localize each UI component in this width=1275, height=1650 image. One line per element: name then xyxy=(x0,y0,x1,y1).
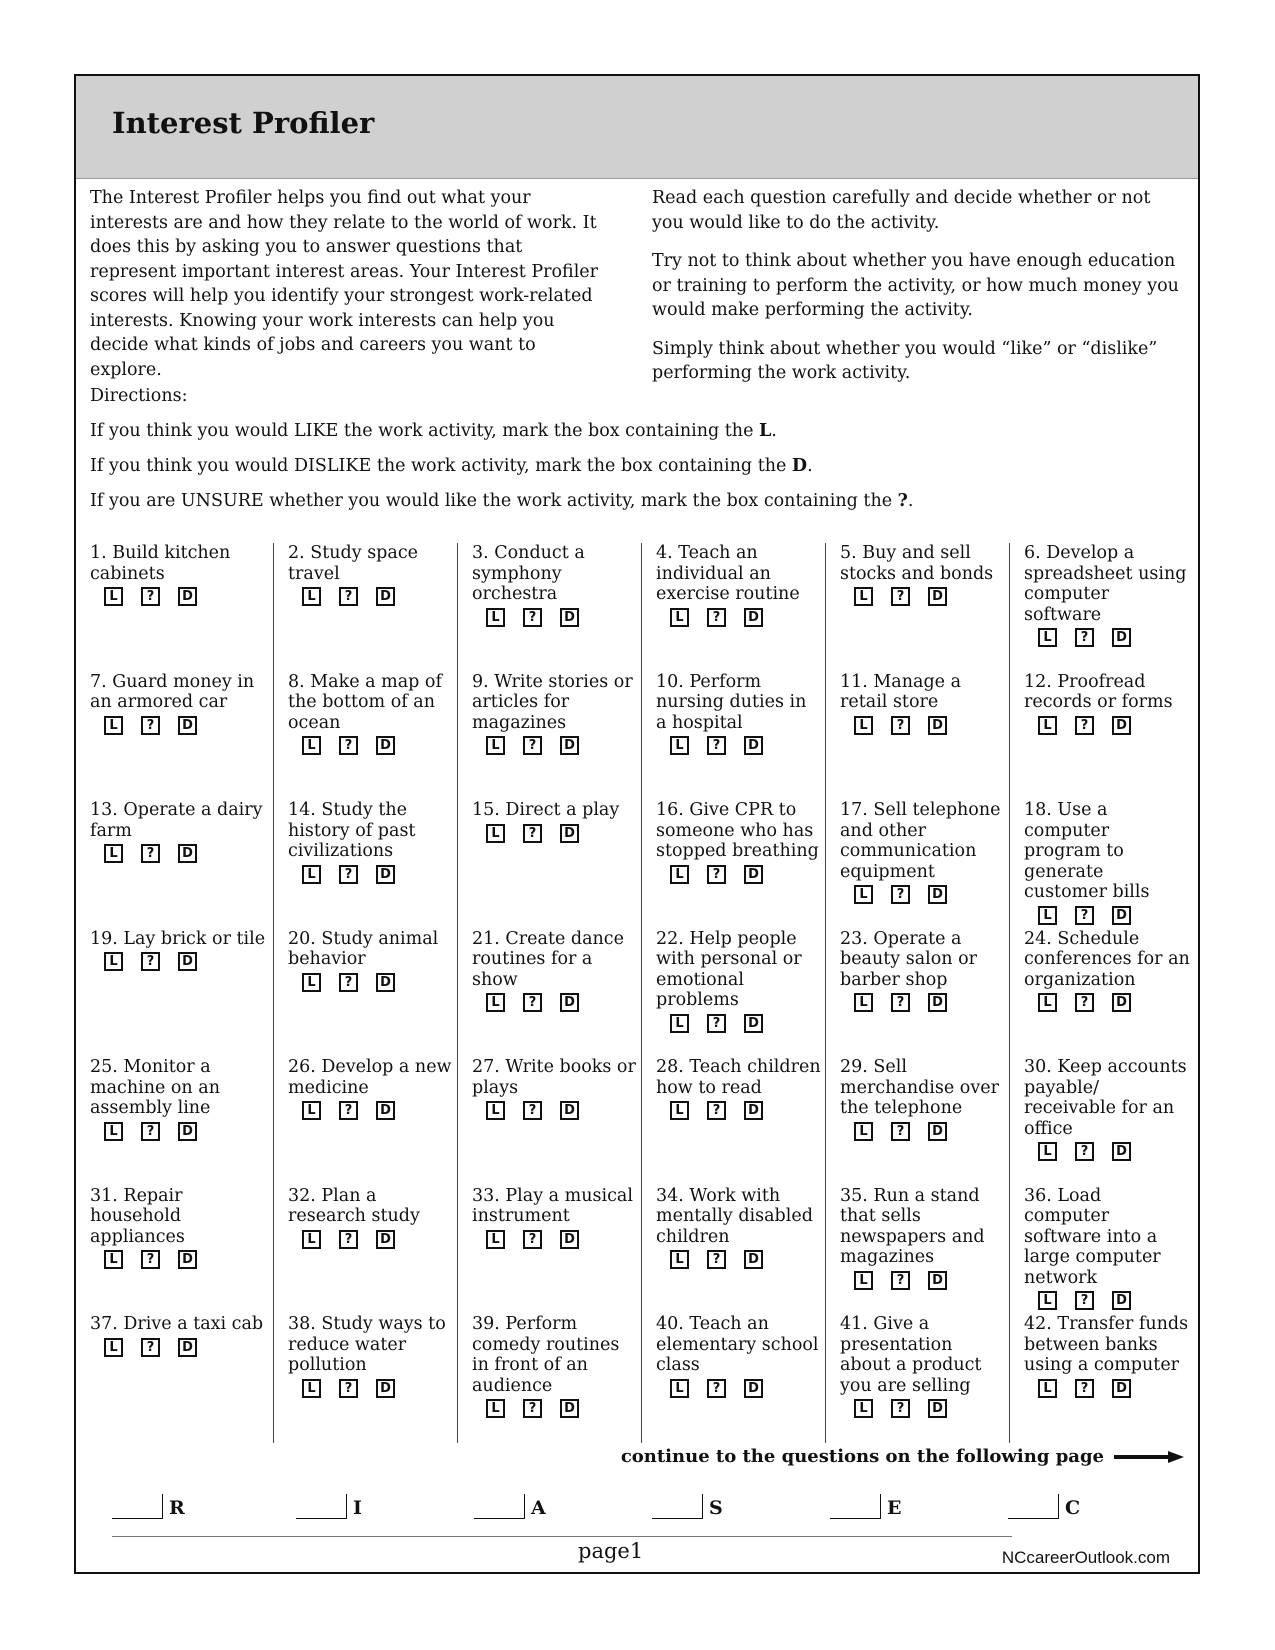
question-text: 14. Study the history of past civilizations xyxy=(288,800,416,861)
unsure-checkbox[interactable]: ? xyxy=(1075,906,1094,925)
like-checkbox[interactable]: L xyxy=(302,1379,321,1398)
score-letter: I xyxy=(353,1497,362,1519)
question-item xyxy=(642,1186,826,1315)
question-item xyxy=(274,800,458,929)
answer-boxes xyxy=(854,587,1005,606)
unsure-checkbox[interactable]: ? xyxy=(339,973,358,992)
unsure-checkbox[interactable]: ? xyxy=(891,1122,910,1141)
score-blank[interactable] xyxy=(474,1494,525,1519)
dislike-checkbox[interactable]: D xyxy=(1112,1291,1131,1310)
like-checkbox[interactable]: L xyxy=(1038,716,1057,735)
question-item xyxy=(1010,1057,1194,1186)
dislike-checkbox[interactable]: D xyxy=(928,1399,947,1418)
question-text: 34. Work with mentally disabled children xyxy=(656,1185,813,1247)
unsure-checkbox[interactable]: ? xyxy=(707,736,726,755)
question-text: 37. Drive a taxi cab xyxy=(90,1314,264,1334)
dislike-checkbox[interactable]: D xyxy=(1112,716,1131,735)
dislike-checkbox[interactable]: D xyxy=(744,1101,763,1120)
like-checkbox[interactable]: L xyxy=(854,993,873,1012)
question-text: 4. Teach an individual an exercise routine xyxy=(656,543,800,604)
like-checkbox[interactable]: L xyxy=(302,1230,321,1249)
unsure-checkbox[interactable]: ? xyxy=(339,736,358,755)
unsure-checkbox[interactable]: ? xyxy=(707,865,726,884)
unsure-checkbox[interactable]: ? xyxy=(707,1250,726,1269)
like-checkbox[interactable]: L xyxy=(1038,628,1057,647)
question-item xyxy=(274,1186,458,1315)
dislike-checkbox[interactable]: D xyxy=(1112,906,1131,925)
like-checkbox[interactable]: L xyxy=(670,865,689,884)
dislike-checkbox[interactable]: D xyxy=(376,865,395,884)
question-item xyxy=(274,1057,458,1186)
score-field xyxy=(652,1494,723,1519)
answer-boxes xyxy=(302,1101,453,1120)
answer-boxes xyxy=(854,1399,1005,1418)
like-checkbox[interactable]: L xyxy=(854,1271,873,1290)
question-item xyxy=(1010,672,1194,801)
question-text: 29. Sell merchandise over the telephone xyxy=(840,1057,999,1118)
page-number: page1 xyxy=(578,1539,644,1563)
dislike-checkbox[interactable]: D xyxy=(928,1271,947,1290)
unsure-checkbox[interactable]: ? xyxy=(891,587,910,606)
question-text: 23. Operate a beauty salon or barber shop xyxy=(840,928,978,990)
question-text: 12. Proofread records or forms xyxy=(1024,671,1173,712)
like-checkbox[interactable]: L xyxy=(486,824,505,843)
directions-unsure-text: If you are UNSURE whether you would like the work activity, mark the box containing the xyxy=(90,491,898,511)
intro-paragraph: The Interest Profiler helps you find out what your interests are and how they relate to the world of work. It does this by asking you to answer questions that represent important interest areas. Your Interest Profiler scores will help you identify your strongest work-related interests. Knowing your work interests can help you decide what kinds of jobs and careers you want to explore. xyxy=(90,188,599,380)
question-item xyxy=(90,1057,274,1186)
unsure-checkbox[interactable]: ? xyxy=(141,1122,160,1141)
directions-dislike: If you think you would DISLIKE the work activity, mark the box containing the D. xyxy=(90,456,813,476)
question-text: 26. Develop a new medicine xyxy=(288,1057,452,1098)
unsure-checkbox[interactable]: ? xyxy=(339,1230,358,1249)
question-text: 3. Conduct a symphony orchestra xyxy=(472,543,585,604)
like-checkbox[interactable]: L xyxy=(1038,1291,1057,1310)
question-text: 21. Create dance routines for a show xyxy=(472,928,624,990)
unsure-checkbox[interactable]: ? xyxy=(523,1399,542,1418)
unsure-checkbox[interactable]: ? xyxy=(523,608,542,627)
unsure-checkbox[interactable]: ? xyxy=(1075,1142,1094,1161)
continue-note xyxy=(621,1446,1184,1467)
answer-boxes xyxy=(104,952,269,971)
like-checkbox[interactable]: L xyxy=(486,1101,505,1120)
score-field xyxy=(830,1494,901,1519)
answer-boxes xyxy=(486,1230,637,1249)
answer-boxes xyxy=(104,716,269,735)
dislike-checkbox[interactable]: D xyxy=(744,736,763,755)
score-blank[interactable] xyxy=(652,1494,703,1519)
question-item xyxy=(642,929,826,1058)
unsure-checkbox[interactable]: ? xyxy=(141,1338,160,1357)
question-item xyxy=(826,1057,1010,1186)
unsure-checkbox[interactable]: ? xyxy=(1075,716,1094,735)
intro-left xyxy=(90,186,610,396)
dislike-checkbox[interactable]: D xyxy=(376,1101,395,1120)
answer-boxes xyxy=(854,993,1005,1012)
question-item xyxy=(458,929,642,1058)
score-letter: A xyxy=(531,1497,546,1519)
question-text: 1. Build kitchen cabinets xyxy=(90,543,231,584)
question-text: 30. Keep accounts payable/ receivable for an office xyxy=(1024,1057,1187,1139)
unsure-checkbox[interactable]: ? xyxy=(339,587,358,606)
intro-right-p3: Simply think about whether you would “like” or “dislike” performing the work activity. xyxy=(652,338,1158,383)
intro-right xyxy=(652,186,1186,400)
unsure-checkbox[interactable]: ? xyxy=(1075,628,1094,647)
answer-boxes xyxy=(670,736,821,755)
like-checkbox[interactable]: L xyxy=(670,1101,689,1120)
directions-like-text: If you think you would LIKE the work activity, mark the box containing the xyxy=(90,421,759,441)
answer-boxes xyxy=(302,1230,453,1249)
like-checkbox[interactable]: L xyxy=(486,993,505,1012)
question-text: 28. Teach children how to read xyxy=(656,1057,821,1098)
question-item xyxy=(90,1314,274,1443)
directions-unsure-key: ? xyxy=(897,491,908,511)
like-checkbox[interactable]: L xyxy=(302,587,321,606)
question-text: 41. Give a presentation about a product you are selling xyxy=(840,1314,982,1396)
score-letter: E xyxy=(887,1497,902,1519)
dislike-checkbox[interactable]: D xyxy=(560,608,579,627)
score-letter: C xyxy=(1065,1497,1081,1519)
dislike-checkbox[interactable]: D xyxy=(744,1014,763,1033)
answer-boxes xyxy=(302,587,453,606)
question-text: 42. Transfer funds between banks using a computer xyxy=(1024,1314,1189,1375)
question-text: 35. Run a stand that sells newspapers and magazines xyxy=(840,1185,985,1267)
question-item xyxy=(826,543,1010,672)
score-blank[interactable] xyxy=(296,1494,347,1519)
unsure-checkbox[interactable]: ? xyxy=(707,608,726,627)
answer-boxes xyxy=(670,1250,821,1269)
like-checkbox[interactable]: L xyxy=(670,1250,689,1269)
unsure-checkbox[interactable]: ? xyxy=(523,1101,542,1120)
dislike-checkbox[interactable]: D xyxy=(560,1101,579,1120)
dislike-checkbox[interactable]: D xyxy=(376,736,395,755)
dislike-checkbox[interactable]: D xyxy=(744,608,763,627)
question-item xyxy=(90,929,274,1058)
like-checkbox[interactable]: L xyxy=(104,844,123,863)
answer-boxes xyxy=(670,1101,821,1120)
answer-boxes xyxy=(1038,1291,1190,1310)
question-item xyxy=(458,1186,642,1315)
question-item xyxy=(826,929,1010,1058)
question-text: 18. Use a computer program to generate customer bills xyxy=(1024,800,1150,902)
unsure-checkbox[interactable]: ? xyxy=(891,1399,910,1418)
like-checkbox[interactable]: L xyxy=(670,608,689,627)
answer-boxes xyxy=(486,608,637,627)
question-text: 38. Study ways to reduce water pollution xyxy=(288,1314,446,1375)
unsure-checkbox[interactable]: ? xyxy=(523,824,542,843)
score-field xyxy=(112,1494,185,1519)
like-checkbox[interactable]: L xyxy=(1038,906,1057,925)
unsure-checkbox[interactable]: ? xyxy=(141,716,160,735)
unsure-checkbox[interactable]: ? xyxy=(141,1250,160,1269)
arrow-right-icon xyxy=(1114,1450,1184,1464)
like-checkbox[interactable]: L xyxy=(104,587,123,606)
dislike-checkbox[interactable]: D xyxy=(1112,628,1131,647)
unsure-checkbox[interactable]: ? xyxy=(141,587,160,606)
dislike-checkbox[interactable]: D xyxy=(178,1250,197,1269)
question-item xyxy=(274,1314,458,1443)
like-checkbox[interactable]: L xyxy=(486,736,505,755)
page-title: Interest Profiler xyxy=(112,106,375,140)
question-text: 15. Direct a play xyxy=(472,800,620,820)
answer-boxes xyxy=(670,1014,821,1033)
question-text: 13. Operate a dairy farm xyxy=(90,800,263,841)
unsure-checkbox[interactable]: ? xyxy=(523,1230,542,1249)
answer-boxes xyxy=(302,973,453,992)
like-checkbox[interactable]: L xyxy=(854,716,873,735)
question-item xyxy=(1010,543,1194,672)
unsure-checkbox[interactable]: ? xyxy=(707,1379,726,1398)
dislike-checkbox[interactable]: D xyxy=(1112,1142,1131,1161)
unsure-checkbox[interactable]: ? xyxy=(523,736,542,755)
score-field xyxy=(474,1494,546,1519)
dislike-checkbox[interactable]: D xyxy=(178,952,197,971)
directions-heading: Directions: xyxy=(90,386,188,406)
question-text: 32. Plan a research study xyxy=(288,1185,420,1226)
directions xyxy=(90,384,1180,524)
answer-boxes xyxy=(486,1399,637,1418)
dislike-checkbox[interactable]: D xyxy=(928,993,947,1012)
like-checkbox[interactable]: L xyxy=(1038,993,1057,1012)
question-text: 10. Perform nursing duties in a hospital xyxy=(656,671,807,733)
dislike-checkbox[interactable]: D xyxy=(560,1399,579,1418)
question-text: 22. Help people with personal or emotional problems xyxy=(656,928,802,1010)
score-blank[interactable] xyxy=(830,1494,881,1519)
question-item xyxy=(90,543,274,672)
question-text: 9. Write stories or articles for magazines xyxy=(472,671,633,733)
unsure-checkbox[interactable]: ? xyxy=(707,1101,726,1120)
answer-boxes xyxy=(1038,993,1190,1012)
question-item xyxy=(1010,800,1194,929)
answer-boxes xyxy=(104,587,269,606)
unsure-checkbox[interactable]: ? xyxy=(339,1379,358,1398)
unsure-checkbox[interactable]: ? xyxy=(141,952,160,971)
unsure-checkbox[interactable]: ? xyxy=(1075,993,1094,1012)
question-text: 2. Study space travel xyxy=(288,543,418,584)
continue-text: continue to the questions on the following page xyxy=(620,1446,1104,1467)
like-checkbox[interactable]: L xyxy=(854,1122,873,1141)
question-item xyxy=(458,543,642,672)
site-url: NCcareerOutlook.com xyxy=(1001,1548,1170,1567)
directions-dislike-key: D xyxy=(791,456,808,476)
question-text: 11. Manage a retail store xyxy=(840,671,962,712)
dislike-checkbox[interactable]: D xyxy=(178,844,197,863)
question-text: 8. Make a map of the bottom of an ocean xyxy=(288,671,442,733)
answer-boxes xyxy=(302,865,453,884)
question-grid xyxy=(90,543,1194,1523)
answer-boxes xyxy=(670,865,821,884)
dislike-checkbox[interactable]: D xyxy=(928,1122,947,1141)
question-item xyxy=(1010,1186,1194,1315)
question-item xyxy=(1010,929,1194,1058)
answer-boxes xyxy=(854,885,1005,904)
answer-boxes xyxy=(854,1122,1005,1141)
like-checkbox[interactable]: L xyxy=(486,608,505,627)
unsure-checkbox[interactable]: ? xyxy=(523,993,542,1012)
dislike-checkbox[interactable]: D xyxy=(744,865,763,884)
answer-boxes xyxy=(486,993,637,1012)
question-item xyxy=(642,543,826,672)
question-item xyxy=(826,1314,1010,1443)
dislike-checkbox[interactable]: D xyxy=(560,993,579,1012)
directions-unsure: If you are UNSURE whether you would like the work activity, mark the box containing the ?. xyxy=(90,491,914,511)
question-item xyxy=(90,672,274,801)
question-text: 36. Load computer software into a large computer network xyxy=(1024,1185,1161,1288)
like-checkbox[interactable]: L xyxy=(486,1399,505,1418)
dislike-checkbox[interactable]: D xyxy=(178,716,197,735)
answer-boxes xyxy=(302,1379,453,1398)
dislike-checkbox[interactable]: D xyxy=(744,1379,763,1398)
question-text: 40. Teach an elementary school class xyxy=(656,1314,819,1375)
question-text: 25. Monitor a machine on an assembly line xyxy=(90,1057,220,1118)
like-checkbox[interactable]: L xyxy=(104,952,123,971)
question-text: 19. Lay brick or tile xyxy=(90,928,266,949)
dislike-checkbox[interactable]: D xyxy=(178,587,197,606)
dislike-checkbox[interactable]: D xyxy=(744,1250,763,1269)
answer-boxes xyxy=(104,1250,269,1269)
answer-boxes xyxy=(670,608,821,627)
question-text: 24. Schedule conferences for an organization xyxy=(1024,928,1190,990)
unsure-checkbox[interactable]: ? xyxy=(339,1101,358,1120)
like-checkbox[interactable]: L xyxy=(302,736,321,755)
question-item xyxy=(274,929,458,1058)
dislike-checkbox[interactable]: D xyxy=(178,1338,197,1357)
question-text: 39. Perform comedy routines in front of an audience xyxy=(472,1314,620,1396)
question-item xyxy=(458,672,642,801)
answer-boxes xyxy=(486,736,637,755)
question-item xyxy=(90,1186,274,1315)
answer-boxes xyxy=(302,736,453,755)
dislike-checkbox[interactable]: D xyxy=(928,716,947,735)
score-letter: R xyxy=(169,1497,185,1519)
dislike-checkbox[interactable]: D xyxy=(560,1230,579,1249)
dislike-checkbox[interactable]: D xyxy=(1112,1379,1131,1398)
answer-boxes xyxy=(1038,1379,1190,1398)
question-item xyxy=(458,1057,642,1186)
like-checkbox[interactable]: L xyxy=(670,1014,689,1033)
score-letter: S xyxy=(709,1497,723,1519)
dislike-checkbox[interactable]: D xyxy=(376,973,395,992)
like-checkbox[interactable]: L xyxy=(104,1250,123,1269)
dislike-checkbox[interactable]: D xyxy=(376,1379,395,1398)
unsure-checkbox[interactable]: ? xyxy=(339,865,358,884)
unsure-checkbox[interactable]: ? xyxy=(891,993,910,1012)
like-checkbox[interactable]: L xyxy=(670,736,689,755)
directions-like: If you think you would LIKE the work activity, mark the box containing the L. xyxy=(90,421,777,441)
question-text: 6. Develop a spreadsheet using computer software xyxy=(1024,543,1187,625)
unsure-checkbox[interactable]: ? xyxy=(891,716,910,735)
question-text: 16. Give CPR to someone who has stopped breathing xyxy=(656,800,819,861)
unsure-checkbox[interactable]: ? xyxy=(891,1271,910,1290)
dislike-checkbox[interactable]: D xyxy=(928,885,947,904)
question-text: 33. Play a musical instrument xyxy=(472,1185,633,1226)
like-checkbox[interactable]: L xyxy=(854,885,873,904)
question-item xyxy=(642,1057,826,1186)
like-checkbox[interactable]: L xyxy=(104,1122,123,1141)
dislike-checkbox[interactable]: D xyxy=(560,824,579,843)
like-checkbox[interactable]: L xyxy=(302,865,321,884)
question-item xyxy=(1010,1314,1194,1443)
question-text: 31. Repair household appliances xyxy=(90,1185,185,1247)
score-row xyxy=(112,1494,1152,1524)
dislike-checkbox[interactable]: D xyxy=(376,587,395,606)
answer-boxes xyxy=(670,1379,821,1398)
question-item xyxy=(642,800,826,929)
header-bar xyxy=(76,76,1198,179)
like-checkbox[interactable]: L xyxy=(486,1230,505,1249)
unsure-checkbox[interactable]: ? xyxy=(141,844,160,863)
question-text: 17. Sell telephone and other communication equipment xyxy=(840,800,1001,882)
like-checkbox[interactable]: L xyxy=(302,973,321,992)
question-item xyxy=(826,672,1010,801)
like-checkbox[interactable]: L xyxy=(670,1379,689,1398)
answer-boxes xyxy=(104,844,269,863)
question-item xyxy=(458,1314,642,1443)
dislike-checkbox[interactable]: D xyxy=(560,736,579,755)
answer-boxes xyxy=(1038,906,1190,925)
dislike-checkbox[interactable]: D xyxy=(376,1230,395,1249)
like-checkbox[interactable]: L xyxy=(1038,1142,1057,1161)
score-blank[interactable] xyxy=(112,1494,163,1519)
question-item xyxy=(826,1186,1010,1315)
intro-right-p2: Try not to think about whether you have enough education or training to perform the activity, or how much money you would make performing the activity. xyxy=(652,251,1179,320)
dislike-checkbox[interactable]: D xyxy=(928,587,947,606)
score-field xyxy=(296,1494,362,1519)
unsure-checkbox[interactable]: ? xyxy=(1075,1291,1094,1310)
question-item xyxy=(274,543,458,672)
answer-boxes xyxy=(1038,628,1190,647)
answer-boxes xyxy=(1038,1142,1190,1161)
directions-like-key: L xyxy=(758,421,772,441)
like-checkbox[interactable]: L xyxy=(854,587,873,606)
dislike-checkbox[interactable]: D xyxy=(1112,993,1131,1012)
unsure-checkbox[interactable]: ? xyxy=(1075,1379,1094,1398)
question-item xyxy=(642,1314,826,1443)
question-item xyxy=(826,800,1010,929)
like-checkbox[interactable]: L xyxy=(302,1101,321,1120)
like-checkbox[interactable]: L xyxy=(854,1399,873,1418)
answer-boxes xyxy=(486,824,637,843)
intro-right-p1: Read each question carefully and decide whether or not you would like to do the activity. xyxy=(652,188,1151,233)
unsure-checkbox[interactable]: ? xyxy=(891,885,910,904)
question-item xyxy=(642,672,826,801)
score-blank[interactable] xyxy=(1008,1494,1059,1519)
question-text: 7. Guard money in an armored car xyxy=(90,671,255,712)
answer-boxes xyxy=(104,1338,269,1357)
answer-boxes xyxy=(854,1271,1005,1290)
like-checkbox[interactable]: L xyxy=(104,716,123,735)
dislike-checkbox[interactable]: D xyxy=(178,1122,197,1141)
question-text: 5. Buy and sell stocks and bonds xyxy=(840,543,994,584)
answer-boxes xyxy=(486,1101,637,1120)
score-field xyxy=(1008,1494,1080,1519)
profiler-page xyxy=(74,74,1200,1574)
answer-boxes xyxy=(104,1122,269,1141)
question-text: 20. Study animal behavior xyxy=(288,928,439,969)
question-item xyxy=(458,800,642,929)
unsure-checkbox[interactable]: ? xyxy=(707,1014,726,1033)
answer-boxes xyxy=(1038,716,1190,735)
question-text: 27. Write books or plays xyxy=(472,1057,636,1098)
answer-boxes xyxy=(854,716,1005,735)
footer-divider xyxy=(112,1536,1012,1537)
like-checkbox[interactable]: L xyxy=(104,1338,123,1357)
like-checkbox[interactable]: L xyxy=(1038,1379,1057,1398)
question-item xyxy=(90,800,274,929)
directions-dislike-text: If you think you would DISLIKE the work activity, mark the box containing the xyxy=(90,456,792,476)
question-item xyxy=(274,672,458,801)
